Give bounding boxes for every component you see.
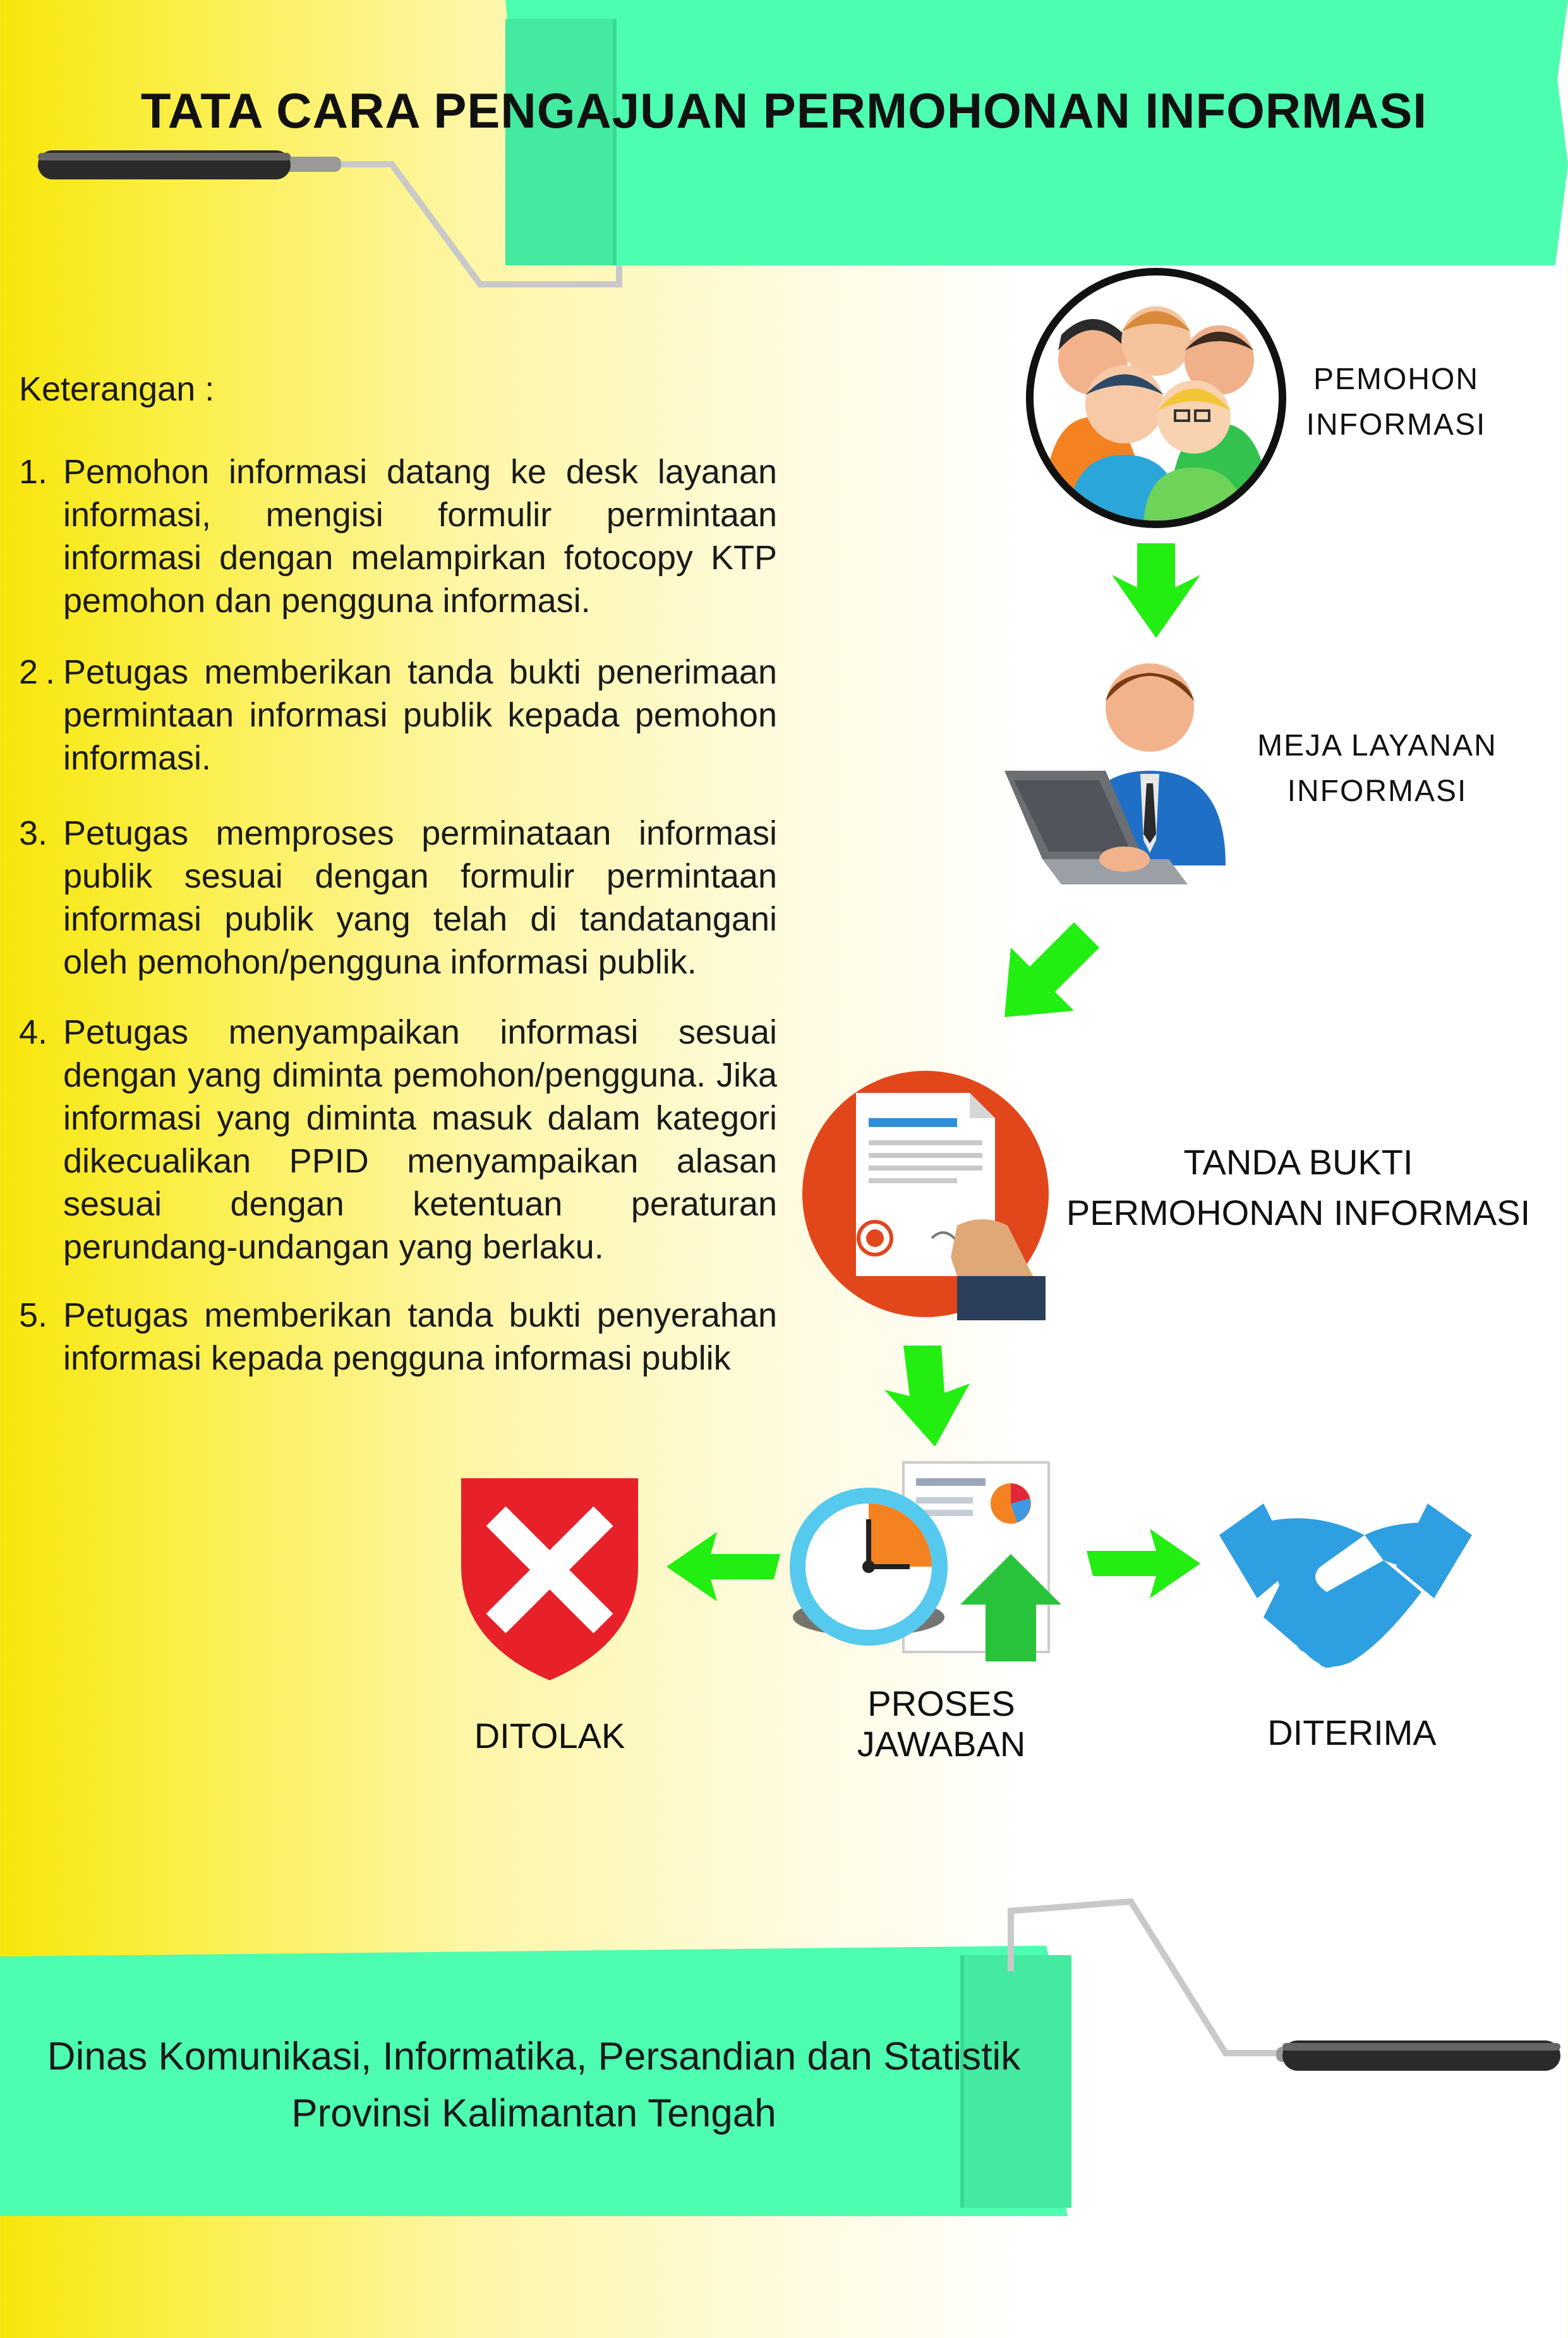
reject-shield-icon	[449, 1472, 651, 1680]
tanda-bukti-line2: PERMOHONAN INFORMASI	[1066, 1193, 1531, 1232]
footer-line1: Dinas Komunikasi, Informatika, Persandian dan Statistik	[47, 2035, 1021, 2078]
keterangan-label: Keterangan :	[19, 370, 215, 408]
bottom-banner	[0, 1946, 1068, 2216]
step-text: Petugas memproses perminataan informasi publik sesuai dengan formulir permintaan informasi publik yang telah di tandatangani oleh pemohon/pengguna informasi publik.	[63, 814, 777, 981]
arrow-down-left-icon	[1004, 922, 1099, 1017]
step-number: 5.	[19, 1296, 48, 1334]
step-number: 3.	[19, 814, 48, 852]
paint-roller-handle-icon	[998, 1895, 1567, 2078]
step-text: Pemohon informasi datang ke desk layanan informasi, mengisi formulir permintaan informasi dengan melampirkan fotocopy KTP pemohon dan pengguna informasi.	[63, 453, 777, 620]
page-title: TATA CARA PENGAJUAN PERMOHONAN INFORMASI	[140, 83, 1428, 138]
step-number: 4.	[19, 1013, 48, 1051]
process-clock-icon	[777, 1459, 1080, 1674]
diterima-label: DITERIMA	[1267, 1713, 1437, 1752]
pemohon-label	[1263, 357, 1529, 448]
tanda-bukti-line1: TANDA BUKTI	[1183, 1142, 1413, 1182]
step-2	[19, 651, 777, 780]
proses-label	[815, 1684, 1068, 1764]
pemohon-label-line1: PEMOHON	[1313, 363, 1479, 396]
paint-roller-handle-icon	[38, 139, 644, 303]
step-number: 2.	[19, 653, 63, 691]
step-5	[19, 1294, 777, 1380]
step-number: 1.	[19, 453, 48, 491]
group-people-icon	[1023, 265, 1289, 531]
meja-label-line2: INFORMASI	[1287, 774, 1468, 808]
proses-label-line2: JAWABAN	[857, 1724, 1026, 1764]
arrow-down-icon	[884, 1346, 973, 1447]
step-4	[19, 1011, 777, 1268]
footer-line2: Provinsi Kalimantan Tengah	[291, 2092, 776, 2135]
person-laptop-icon	[998, 651, 1238, 891]
arrow-right-icon	[1087, 1529, 1200, 1598]
arrow-left-icon	[666, 1532, 780, 1601]
proses-label-line1: PROSES	[867, 1684, 1015, 1723]
tanda-bukti-label	[1036, 1137, 1560, 1238]
step-text: Petugas memberikan tanda bukti penerimaan permintaan informasi publik kepada pemohon informasi.	[63, 653, 777, 777]
step-text: Petugas menyampaikan informasi sesuai dengan yang diminta pemohon/pengguna. Jika informasi yang diminta masuk dalam kategori dikecualikan PPID menyampaikan alasan sesuai dengan ketentuan peraturan perundang-undangan yang berlaku.	[63, 1013, 777, 1266]
meja-label-line1: MEJA LAYANAN	[1257, 729, 1497, 762]
meja-label	[1226, 723, 1529, 814]
handshake-icon	[1219, 1497, 1472, 1687]
step-3	[19, 812, 777, 984]
arrow-down-icon	[1112, 543, 1200, 638]
step-1	[19, 450, 777, 622]
document-receipt-icon	[799, 1068, 1052, 1320]
ditolak-label: DITOLAK	[474, 1716, 625, 1756]
pemohon-label-line2: INFORMASI	[1306, 408, 1487, 442]
step-text: Petugas memberikan tanda bukti penyerahan informasi kepada pengguna informasi publik	[63, 1296, 777, 1377]
